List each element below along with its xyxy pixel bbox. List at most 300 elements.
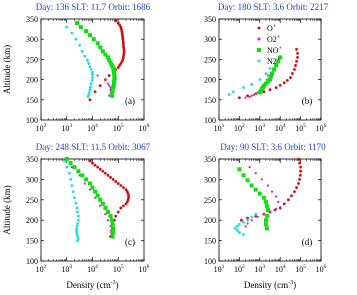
data-point: [88, 91, 91, 94]
data-point: [89, 65, 92, 68]
data-point: [240, 219, 243, 222]
data-point: [90, 82, 93, 85]
x-axis-label-text: Density (cm: [66, 280, 111, 290]
data-point: [107, 83, 109, 85]
x-tick-exponent: 2: [242, 264, 245, 270]
y-tick-label: 250: [26, 195, 38, 205]
data-point: [265, 214, 269, 218]
data-point: [279, 206, 281, 208]
data-point: [86, 59, 89, 62]
y-tick-label: 200: [26, 75, 38, 85]
y-tick-label: 100: [204, 116, 216, 125]
data-point: [114, 215, 117, 218]
x-tick-exponent: 2: [43, 123, 47, 129]
data-point: [89, 88, 92, 91]
chart-title: Day: 136 SLT: 11.7 Orbit: 1686: [35, 2, 151, 12]
data-point: [111, 86, 115, 90]
data-point: [84, 29, 88, 33]
data-point: [93, 190, 97, 194]
data-point: [117, 211, 120, 214]
data-point: [76, 233, 79, 236]
data-point: [275, 195, 277, 197]
data-point: [117, 182, 120, 185]
data-point: [110, 94, 114, 98]
data-point: [77, 215, 80, 218]
x-tick-exponent: 1: [221, 264, 225, 270]
data-point: [88, 181, 92, 185]
data-point: [258, 192, 262, 196]
y-tick-label: 350: [26, 155, 38, 164]
data-point: [96, 194, 100, 198]
data-point: [264, 200, 268, 204]
x-tick-base: 10: [234, 124, 243, 133]
data-point: [110, 218, 114, 222]
legend: [257, 24, 283, 66]
data-point: [72, 190, 75, 193]
x-tick-label: [113, 123, 124, 133]
data-point: [68, 172, 71, 175]
data-point: [272, 68, 276, 72]
x-tick-base: 10: [138, 265, 147, 274]
data-point: [104, 79, 106, 81]
data-point: [104, 172, 107, 175]
data-point: [80, 173, 84, 177]
data-point: [238, 96, 241, 99]
y-tick-label: 300: [204, 35, 216, 45]
data-point: [242, 221, 245, 224]
data-point: [97, 74, 99, 76]
legend-marker: [258, 60, 261, 63]
data-point: [76, 211, 79, 214]
y-tick-label: 350: [26, 15, 38, 24]
data-point: [242, 86, 245, 89]
data-point: [96, 166, 99, 169]
data-point: [75, 21, 79, 25]
data-point: [90, 68, 93, 71]
data-point: [89, 160, 92, 163]
data-point: [298, 162, 301, 165]
data-point: [84, 177, 88, 181]
data-point: [299, 166, 302, 169]
data-point: [108, 74, 111, 77]
x-tick-base: 10: [112, 265, 121, 274]
y-axis-label: Altitude (km): [2, 44, 12, 95]
data-point: [65, 26, 68, 29]
x-tick-base: 10: [213, 124, 222, 133]
x-tick-exponent: 3: [262, 264, 266, 270]
data-point: [246, 222, 248, 224]
x-tick-base: 10: [274, 124, 283, 133]
data-point: [72, 165, 76, 169]
x-tick-label: [87, 264, 98, 274]
y-tick-label: 250: [26, 55, 38, 65]
data-point: [251, 219, 253, 221]
data-point: [295, 48, 298, 51]
chart-panel-4: [204, 142, 327, 274]
legend-label: [267, 35, 281, 44]
data-point: [250, 216, 253, 219]
data-point: [119, 207, 122, 210]
y-tick-label: 250: [204, 195, 216, 205]
data-point: [255, 93, 257, 95]
x-tick-base: 10: [295, 124, 304, 133]
data-point: [228, 93, 231, 96]
panel-label: (d): [301, 237, 313, 247]
x-tick-base: 10: [295, 265, 304, 274]
data-point: [94, 90, 97, 93]
legend-label: [267, 46, 283, 55]
x-tick-base: 10: [254, 265, 263, 274]
chart-title: Day: 180 SLT: 3.6 Orbit: 2217: [217, 2, 329, 12]
x-tick-exponent: 6: [146, 264, 150, 270]
data-point: [107, 174, 110, 177]
x-tick-label: [316, 123, 327, 133]
x-axis-label: [66, 280, 118, 290]
data-point: [75, 230, 78, 233]
y-tick-label: 300: [204, 175, 216, 185]
data-point: [295, 186, 298, 189]
series-NO-plus: [65, 157, 115, 239]
data-point: [266, 208, 270, 212]
data-point: [241, 173, 245, 177]
data-point: [111, 222, 115, 226]
data-point: [83, 55, 86, 58]
data-point: [111, 226, 115, 230]
data-point: [254, 213, 257, 216]
y-tick-label: 250: [204, 55, 216, 65]
y-tick-label: 350: [204, 15, 216, 24]
data-point: [244, 225, 246, 227]
series-NO-plus: [75, 21, 117, 98]
data-point: [111, 90, 115, 94]
data-point: [269, 67, 272, 70]
data-point: [263, 213, 265, 215]
panel-label: (a): [125, 96, 135, 106]
data-point: [286, 79, 289, 82]
data-point: [246, 219, 249, 222]
x-tick-base: 10: [112, 124, 121, 133]
series-O-plus: [238, 48, 299, 99]
data-point: [63, 160, 66, 163]
data-point: [269, 88, 272, 91]
x-axis-label-close: ): [293, 280, 297, 290]
data-point: [249, 166, 251, 168]
x-axis-label-sup: -3: [110, 280, 116, 286]
x-tick-label: [61, 264, 72, 274]
data-point: [71, 32, 74, 35]
x-tick-label: [254, 264, 265, 274]
legend-label-sup: +: [276, 35, 281, 41]
data-point: [277, 201, 279, 203]
x-tick-exponent: 6: [146, 123, 150, 129]
x-tick-base: 10: [35, 124, 44, 133]
y-tick-label: 150: [26, 95, 38, 105]
data-point: [74, 202, 77, 205]
data-point: [81, 50, 84, 53]
chart-panel-1: [2, 2, 151, 133]
legend-label-text: O2: [267, 35, 277, 44]
legend-marker: [258, 38, 261, 41]
data-point: [289, 76, 292, 79]
data-point: [279, 84, 282, 87]
data-point: [109, 176, 112, 179]
x-tick-base: 10: [87, 265, 96, 274]
data-point: [294, 64, 297, 67]
x-axis-label-sup: -3: [288, 280, 294, 286]
data-point: [250, 184, 254, 188]
legend-label-text: N2: [267, 57, 277, 66]
x-tick-label: [113, 264, 124, 274]
data-point: [295, 60, 298, 63]
x-tick-exponent: 6: [323, 123, 327, 129]
y-tick-label: 100: [204, 257, 216, 266]
x-tick-label: [214, 123, 225, 133]
x-tick-label: [61, 123, 72, 133]
data-point: [249, 96, 251, 98]
data-point: [293, 190, 296, 193]
y-tick-label: 200: [204, 216, 216, 226]
y-tick-label: 100: [26, 116, 38, 125]
x-tick-base: 10: [234, 265, 243, 274]
x-tick-exponent: 6: [323, 264, 327, 270]
data-point: [69, 178, 72, 181]
legend-label-text: O: [267, 24, 273, 33]
data-point: [250, 83, 253, 86]
x-tick-label: [234, 123, 245, 133]
data-point: [101, 170, 104, 173]
x-tick-base: 10: [87, 124, 96, 133]
x-tick-exponent: 5: [303, 123, 306, 129]
x-tick-exponent: 4: [95, 264, 98, 270]
data-point: [89, 98, 92, 101]
series-N2-plus: [234, 213, 257, 236]
data-point: [103, 206, 107, 210]
data-point: [99, 84, 102, 87]
data-point: [264, 222, 268, 226]
data-point: [117, 66, 120, 69]
data-point: [98, 45, 102, 49]
data-point: [77, 219, 80, 222]
x-tick-base: 10: [254, 124, 263, 133]
data-point: [237, 167, 241, 171]
chart-title: Day: 90 SLT: 3.6 Orbit: 1170: [220, 142, 326, 152]
data-point: [291, 72, 294, 75]
data-point: [73, 196, 76, 199]
data-point: [244, 97, 246, 99]
y-tick-label: 200: [204, 75, 216, 85]
data-point: [78, 44, 81, 47]
data-point: [271, 191, 273, 193]
legend-marker: [257, 48, 261, 52]
data-point: [290, 194, 293, 197]
data-point: [297, 158, 300, 161]
data-point: [251, 95, 253, 97]
y-tick-label: 200: [26, 216, 38, 226]
y-tick-label: 300: [26, 35, 38, 45]
legend-label-sup: +: [278, 46, 282, 52]
data-point: [261, 178, 263, 180]
data-point: [112, 178, 115, 181]
x-tick-label: [275, 123, 286, 133]
data-point: [265, 204, 269, 208]
data-point: [76, 207, 79, 210]
data-point: [88, 33, 92, 37]
data-point: [114, 20, 117, 23]
x-tick-base: 10: [315, 265, 324, 274]
x-tick-base: 10: [35, 265, 44, 274]
chart-title: Day: 248 SLT: 11.5 Orbit: 3067: [35, 142, 151, 152]
data-point: [283, 202, 286, 205]
data-point: [87, 95, 90, 98]
data-point: [109, 214, 113, 218]
data-point: [264, 218, 268, 222]
data-point: [293, 68, 296, 71]
legend-label-sup: +: [276, 57, 281, 63]
data-point: [76, 169, 80, 173]
data-point: [89, 85, 92, 88]
x-tick-exponent: 5: [120, 123, 124, 129]
panel-label: (b): [301, 96, 313, 106]
data-point: [275, 208, 277, 210]
data-point: [91, 79, 94, 82]
x-axis-label-close: ): [115, 280, 119, 290]
data-point: [297, 182, 300, 185]
data-point: [76, 239, 79, 242]
data-point: [122, 186, 125, 189]
x-tick-label: [36, 123, 47, 133]
data-point: [246, 178, 250, 182]
data-point: [236, 225, 239, 228]
x-tick-label: [36, 264, 47, 274]
data-point: [125, 202, 128, 205]
data-point: [99, 168, 102, 171]
x-tick-exponent: 4: [282, 123, 286, 129]
data-point: [258, 78, 261, 81]
data-point: [84, 182, 86, 184]
y-tick-label: 150: [204, 95, 216, 105]
x-tick-exponent: 2: [43, 264, 47, 270]
data-point: [94, 164, 97, 167]
panel-label: (c): [125, 237, 135, 247]
data-point: [238, 231, 241, 234]
legend-label: [267, 57, 281, 66]
data-point: [238, 223, 241, 226]
data-point: [91, 76, 94, 79]
data-point: [299, 174, 302, 177]
x-tick-label: [275, 264, 286, 274]
data-point: [96, 41, 100, 45]
x-tick-label: [295, 123, 306, 133]
x-tick-label: [87, 123, 98, 133]
data-point: [107, 219, 109, 221]
x-tick-base: 10: [315, 124, 324, 133]
data-point: [275, 86, 278, 89]
data-point: [75, 228, 78, 231]
data-point: [91, 162, 94, 165]
data-point: [296, 56, 299, 59]
y-axis-label: Altitude (km): [2, 185, 12, 235]
chart-panel-2: [204, 2, 329, 133]
x-tick-label: [214, 264, 225, 274]
data-point: [287, 198, 290, 201]
x-tick-base: 10: [61, 124, 70, 133]
data-point: [91, 186, 95, 190]
y-tick-label: 150: [26, 236, 38, 246]
legend-label-sup: +: [272, 24, 277, 30]
x-tick-exponent: 3: [69, 264, 73, 270]
data-point: [267, 184, 269, 186]
y-tick-label: 150: [204, 236, 216, 246]
data-point: [74, 38, 77, 41]
data-point: [253, 94, 255, 96]
data-point: [258, 91, 262, 95]
y-tick-label: 300: [26, 175, 38, 185]
x-tick-label: [234, 264, 245, 274]
data-point: [69, 161, 73, 165]
data-point: [114, 180, 117, 183]
data-point: [262, 196, 266, 200]
data-point: [122, 205, 125, 208]
x-tick-exponent: 2: [242, 123, 245, 129]
data-point: [296, 52, 299, 55]
data-point: [79, 25, 83, 29]
data-point: [108, 85, 110, 87]
x-tick-exponent: 1: [221, 123, 225, 129]
data-point: [267, 74, 269, 76]
data-point: [299, 170, 302, 173]
data-point: [101, 202, 105, 206]
y-tick-label: 100: [26, 257, 38, 266]
data-point: [111, 235, 115, 239]
y-tick-label: 350: [204, 155, 216, 164]
chart-panel-3: [2, 142, 151, 274]
data-point: [92, 37, 96, 41]
data-point: [106, 210, 110, 214]
x-axis-label-text: Density (cm: [243, 280, 289, 290]
x-tick-label: [139, 123, 150, 133]
x-tick-base: 10: [61, 265, 70, 274]
x-tick-exponent: 4: [95, 123, 98, 129]
data-point: [76, 225, 79, 228]
x-tick-exponent: 4: [282, 264, 286, 270]
x-tick-exponent: 5: [120, 264, 124, 270]
legend-marker: [258, 27, 261, 30]
x-tick-exponent: 3: [262, 123, 266, 129]
x-tick-exponent: 5: [303, 264, 306, 270]
data-point: [119, 184, 122, 187]
data-point: [65, 166, 68, 169]
data-point: [257, 216, 259, 218]
x-tick-label: [316, 264, 327, 274]
data-point: [255, 172, 257, 174]
data-point: [91, 73, 94, 76]
data-point: [71, 184, 74, 187]
legend-label-text: NO: [267, 46, 279, 55]
data-point: [265, 72, 268, 75]
data-point: [98, 198, 102, 202]
data-point: [108, 95, 110, 97]
data-point: [283, 81, 286, 84]
data-point: [298, 178, 301, 181]
data-point: [91, 71, 94, 74]
data-point: [254, 188, 258, 192]
x-tick-base: 10: [274, 265, 283, 274]
data-point: [111, 230, 115, 234]
x-tick-base: 10: [213, 265, 222, 274]
data-point: [242, 233, 245, 236]
legend-label: [267, 24, 277, 33]
data-point: [236, 229, 239, 232]
